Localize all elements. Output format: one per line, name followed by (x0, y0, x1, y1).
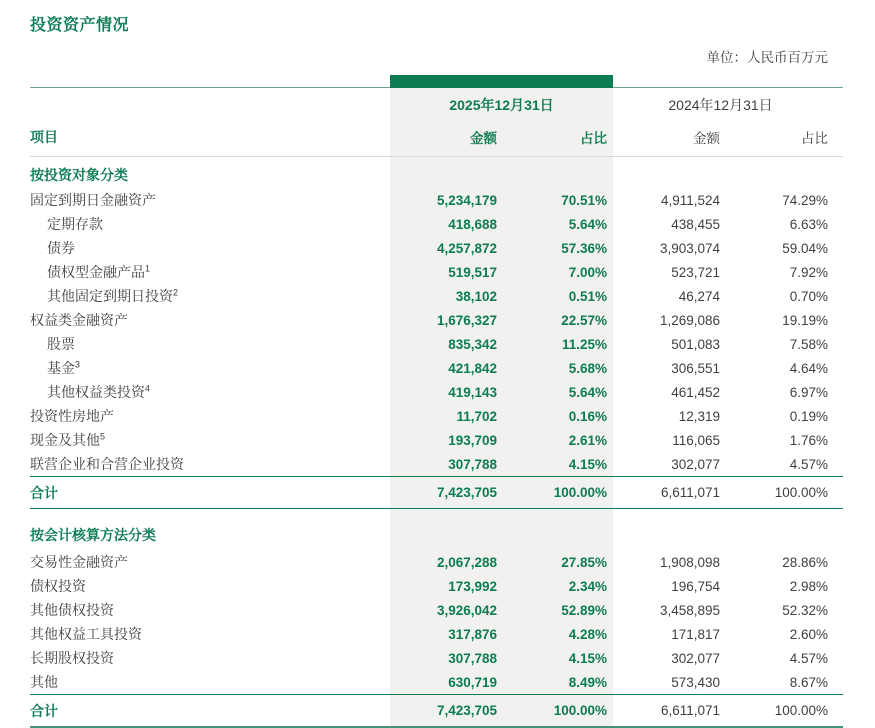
row-label (30, 646, 390, 670)
footnote-marker: 4 (145, 383, 151, 394)
table-row (30, 212, 843, 236)
section-header-row (30, 157, 843, 189)
row-label-text: 长期股权投资 (30, 650, 114, 666)
cell-share-2025: 0.16% (497, 404, 613, 428)
table-row (30, 236, 843, 260)
section-title: 按会计核算方法分类 (30, 527, 156, 543)
cell-amount-2024: 1,908,098 (659, 554, 721, 570)
table-row (30, 646, 843, 670)
total-row (30, 695, 843, 728)
row-label-text: 权益类金融资产 (30, 312, 128, 328)
cell-share-2024: 4.64% (789, 360, 829, 376)
table-row (30, 622, 843, 646)
cell-share-2025: 7.00% (497, 260, 613, 284)
section-header-row (30, 509, 843, 551)
cell-amount-2025: 4,257,872 (390, 236, 497, 260)
cell-share-2024: 100.00% (720, 477, 843, 509)
cell-share-2024: 8.67% (789, 674, 829, 690)
cell-amount-2024: 12,319 (678, 408, 721, 424)
row-label-text: 基金 (47, 360, 75, 376)
row-label-text: 投资性房地产 (30, 408, 114, 424)
cell-share-2024: 2.98% (789, 578, 829, 594)
cell-amount-2025: 7,423,705 (390, 695, 497, 728)
section-title: 按投资对象分类 (30, 167, 128, 183)
amount-2024-header: 金额 (613, 117, 720, 157)
total-label: 合计 (30, 695, 390, 728)
cell-amount-2024: 3,903,074 (659, 240, 721, 256)
row-label (30, 452, 390, 477)
cell-share-2024: 74.29% (782, 192, 829, 208)
row-label (30, 428, 390, 452)
row-label (30, 598, 390, 622)
cell-share-2025: 5.64% (497, 212, 613, 236)
table-row (30, 356, 843, 380)
cell-amount-2024: 46,274 (678, 288, 721, 304)
current-period-accent-bar (390, 75, 613, 88)
table-row (30, 260, 843, 284)
cell-share-2024: 2.60% (789, 626, 829, 642)
cell-amount-2024: 306,551 (671, 360, 721, 376)
cell-share-2025: 70.51% (497, 188, 613, 212)
row-label-text: 联营企业和合营企业投资 (30, 456, 184, 472)
cell-share-2025: 4.15% (497, 646, 613, 670)
row-label (30, 284, 390, 308)
table-row (30, 284, 843, 308)
empty-cell (613, 509, 720, 551)
period-2025-header: 2025年12月31日 (390, 88, 613, 117)
table-row (30, 550, 843, 574)
cell-share-2024: 7.58% (789, 336, 829, 352)
amount-2025-header: 金额 (390, 117, 497, 157)
page-title: 投资资产情况 (30, 17, 130, 34)
cell-share-2024: 28.86% (782, 554, 829, 570)
cell-share-2024: 0.19% (789, 408, 829, 424)
investment-assets-table (30, 88, 843, 728)
cell-share-2025: 22.57% (497, 308, 613, 332)
cell-amount-2025: 317,876 (390, 622, 497, 646)
table-row (30, 404, 843, 428)
cell-amount-2025: 7,423,705 (390, 477, 497, 509)
footnote-marker: 5 (100, 431, 106, 442)
empty-cell (497, 157, 613, 189)
row-label-text: 其他权益类投资 (47, 384, 145, 400)
share-2024-header: 占比 (720, 117, 843, 157)
row-label (30, 380, 390, 404)
total-row (30, 477, 843, 509)
cell-share-2025: 100.00% (497, 477, 613, 509)
row-label-text: 定期存款 (47, 216, 103, 232)
cell-share-2025: 11.25% (497, 332, 613, 356)
empty-cell (720, 509, 843, 551)
cell-amount-2025: 519,517 (390, 260, 497, 284)
table-row (30, 670, 843, 695)
period-2024-header: 2024年12月31日 (668, 97, 773, 113)
footnote-marker: 1 (145, 263, 151, 274)
cell-amount-2024: 171,817 (671, 626, 721, 642)
row-label (30, 236, 390, 260)
cell-share-2024: 59.04% (782, 240, 829, 256)
cell-share-2024: 4.57% (789, 456, 829, 472)
cell-share-2025: 100.00% (497, 695, 613, 728)
row-label-text: 固定到期日金融资产 (30, 192, 156, 208)
cell-share-2024: 6.97% (789, 384, 829, 400)
cell-amount-2024: 302,077 (671, 650, 721, 666)
cell-share-2025: 2.61% (497, 428, 613, 452)
row-label-text: 现金及其他 (30, 432, 100, 448)
cell-amount-2024: 3,458,895 (659, 602, 721, 618)
row-label-text: 债券 (47, 240, 75, 256)
footnote-marker: 3 (75, 359, 81, 370)
column-header-row (30, 117, 843, 157)
cell-share-2025: 57.36% (497, 236, 613, 260)
empty-cell (613, 157, 720, 189)
cell-amount-2025: 1,676,327 (390, 308, 497, 332)
cell-amount-2025: 11,702 (390, 404, 497, 428)
table-row (30, 574, 843, 598)
empty-cell (390, 157, 497, 189)
row-label-text: 债权投资 (30, 578, 86, 594)
period-header-row (30, 88, 843, 117)
empty-cell (720, 157, 843, 189)
cell-amount-2024: 438,455 (671, 216, 721, 232)
cell-share-2025: 4.15% (497, 452, 613, 477)
row-label (30, 574, 390, 598)
row-label (30, 404, 390, 428)
empty-cell (390, 509, 497, 551)
cell-share-2024: 0.70% (789, 288, 829, 304)
row-label-text: 其他权益工具投资 (30, 626, 142, 642)
cell-amount-2025: 419,143 (390, 380, 497, 404)
row-label (30, 622, 390, 646)
cell-amount-2025: 307,788 (390, 452, 497, 477)
cell-share-2025: 0.51% (497, 284, 613, 308)
investment-assets-table-wrap (30, 46, 843, 728)
row-label (30, 188, 390, 212)
cell-amount-2024: 523,721 (671, 264, 721, 280)
row-label (30, 550, 390, 574)
cell-share-2024: 6.63% (789, 216, 829, 232)
row-label-text: 其他 (30, 674, 58, 690)
row-label (30, 308, 390, 332)
cell-amount-2025: 3,926,042 (390, 598, 497, 622)
row-label-text: 债权型金融产品 (47, 264, 145, 280)
cell-amount-2025: 421,842 (390, 356, 497, 380)
footnote-marker: 2 (173, 287, 179, 298)
cell-amount-2025: 835,342 (390, 332, 497, 356)
table-row (30, 428, 843, 452)
row-label (30, 212, 390, 236)
row-label-text: 交易性金融资产 (30, 554, 128, 570)
total-label: 合计 (30, 477, 390, 509)
table-row (30, 452, 843, 477)
cell-amount-2024: 6,611,071 (613, 477, 720, 509)
cell-amount-2024: 4,911,524 (660, 192, 721, 208)
cell-amount-2025: 418,688 (390, 212, 497, 236)
cell-amount-2024: 461,452 (671, 384, 721, 400)
cell-amount-2024: 501,083 (671, 336, 721, 352)
cell-share-2025: 27.85% (497, 550, 613, 574)
table-row (30, 598, 843, 622)
item-column-header: 项目 (30, 117, 390, 157)
cell-share-2024: 52.32% (782, 602, 829, 618)
table-row (30, 332, 843, 356)
cell-share-2024: 7.92% (789, 264, 829, 280)
cell-amount-2024: 6,611,071 (613, 695, 720, 728)
row-label (30, 332, 390, 356)
cell-share-2025: 4.28% (497, 622, 613, 646)
cell-share-2025: 5.64% (497, 380, 613, 404)
header-spacer (30, 88, 390, 117)
cell-amount-2024: 196,754 (671, 578, 721, 594)
row-label (30, 670, 390, 695)
cell-amount-2025: 173,992 (390, 574, 497, 598)
cell-amount-2025: 307,788 (390, 646, 497, 670)
row-label (30, 356, 390, 380)
cell-share-2025: 5.68% (497, 356, 613, 380)
cell-share-2025: 2.34% (497, 574, 613, 598)
cell-share-2024: 100.00% (720, 695, 843, 728)
empty-cell (497, 509, 613, 551)
cell-amount-2024: 573,430 (671, 674, 721, 690)
top-rule (30, 75, 843, 88)
cell-amount-2025: 5,234,179 (390, 188, 497, 212)
cell-amount-2024: 302,077 (671, 456, 721, 472)
row-label-text: 其他固定到期日投资 (47, 288, 173, 304)
unit-label: 单位：人民币百万元 (706, 50, 828, 65)
cell-amount-2025: 193,709 (390, 428, 497, 452)
table-row (30, 308, 843, 332)
cell-amount-2025: 2,067,288 (390, 550, 497, 574)
cell-share-2025: 8.49% (497, 670, 613, 695)
row-label-text: 其他债权投资 (30, 602, 114, 618)
cell-amount-2024: 1,269,086 (659, 312, 721, 328)
cell-share-2024: 19.19% (782, 312, 829, 328)
share-2025-header: 占比 (497, 117, 613, 157)
cell-amount-2025: 630,719 (390, 670, 497, 695)
table-row (30, 188, 843, 212)
cell-share-2024: 1.76% (789, 432, 829, 448)
cell-share-2025: 52.89% (497, 598, 613, 622)
cell-amount-2025: 38,102 (390, 284, 497, 308)
row-label-text: 股票 (47, 336, 75, 352)
cell-amount-2024: 116,065 (672, 432, 721, 448)
cell-share-2024: 4.57% (789, 650, 829, 666)
table-row (30, 380, 843, 404)
row-label (30, 260, 390, 284)
